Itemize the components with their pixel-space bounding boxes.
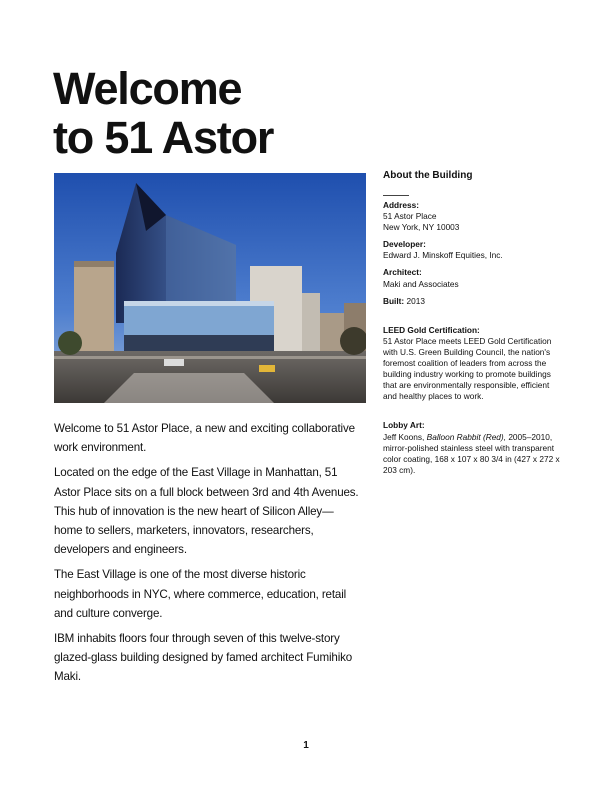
title-line-2: to 51 Astor <box>53 112 274 163</box>
leed-label: LEED Gold Certification: <box>383 324 480 335</box>
lobby-art-label: Lobby Art: <box>383 420 425 431</box>
lobby-art-description <box>383 432 563 476</box>
architect-label: Architect: <box>383 267 422 278</box>
sidebar-heading: About the Building <box>383 170 473 181</box>
intro-paragraph: The East Village is one of the most diverse historic neighborhoods in NYC, where commerce, education, retail and culture converge. <box>54 568 347 620</box>
art-title: Balloon Rabbit (Red), <box>426 431 506 442</box>
built-fact <box>383 296 563 307</box>
lobby-art-fact <box>383 420 563 475</box>
developer-fact <box>383 239 563 261</box>
intro-paragraph: Located on the edge of the East Village in Manhattan, 51 Astor Place sits on a full block between 3rd and 4th Avenues. This hub of innovation is the new heart of Silicon Alley—home to sellers, marketers, innovators, researchers, developers and engineers. <box>54 466 359 557</box>
building-facts-sidebar <box>383 169 563 482</box>
developer-label: Developer: <box>383 239 426 250</box>
address-line-1: 51 Astor Place <box>383 211 437 222</box>
page-title <box>53 64 273 162</box>
leed-fact <box>383 325 563 403</box>
address-line-2: New York, NY 10003 <box>383 222 460 233</box>
intro-text <box>54 419 359 693</box>
building-photo-icon <box>54 173 366 403</box>
architect-fact <box>383 267 563 289</box>
built-value: 2013 <box>406 295 425 306</box>
architect-value: Maki and Associates <box>383 278 459 289</box>
page-number: 1 <box>303 740 309 751</box>
intro-paragraph: IBM inhabits floors four through seven of this twelve-story glazed-glass building designed by famed architect Fumihiko Maki. <box>54 632 353 684</box>
address-fact <box>383 200 563 233</box>
leed-text: 51 Astor Place meets LEED Gold Certification with U.S. Green Building Council, the nation's foremost coalition of leaders from across the building industry working to promote buildings that are environmentally responsible, efficient and healthy places to work. <box>383 335 552 402</box>
sidebar-divider <box>383 195 409 196</box>
developer-value: Edward J. Minskoff Equities, Inc. <box>383 250 503 261</box>
art-details: 2005–2010, mirror-polished stainless steel with transparent color coating, 168 x 107 x 80 3/4 in (427 x 272 x 203 cm). <box>383 431 560 475</box>
title-line-1: Welcome <box>53 63 242 114</box>
built-label: Built: <box>383 295 405 306</box>
art-artist: Jeff Koons, <box>383 431 425 442</box>
intro-paragraph: Welcome to 51 Astor Place, a new and exciting collaborative work environment. <box>54 422 355 455</box>
building-photo <box>54 173 366 403</box>
address-label: Address: <box>383 200 419 210</box>
